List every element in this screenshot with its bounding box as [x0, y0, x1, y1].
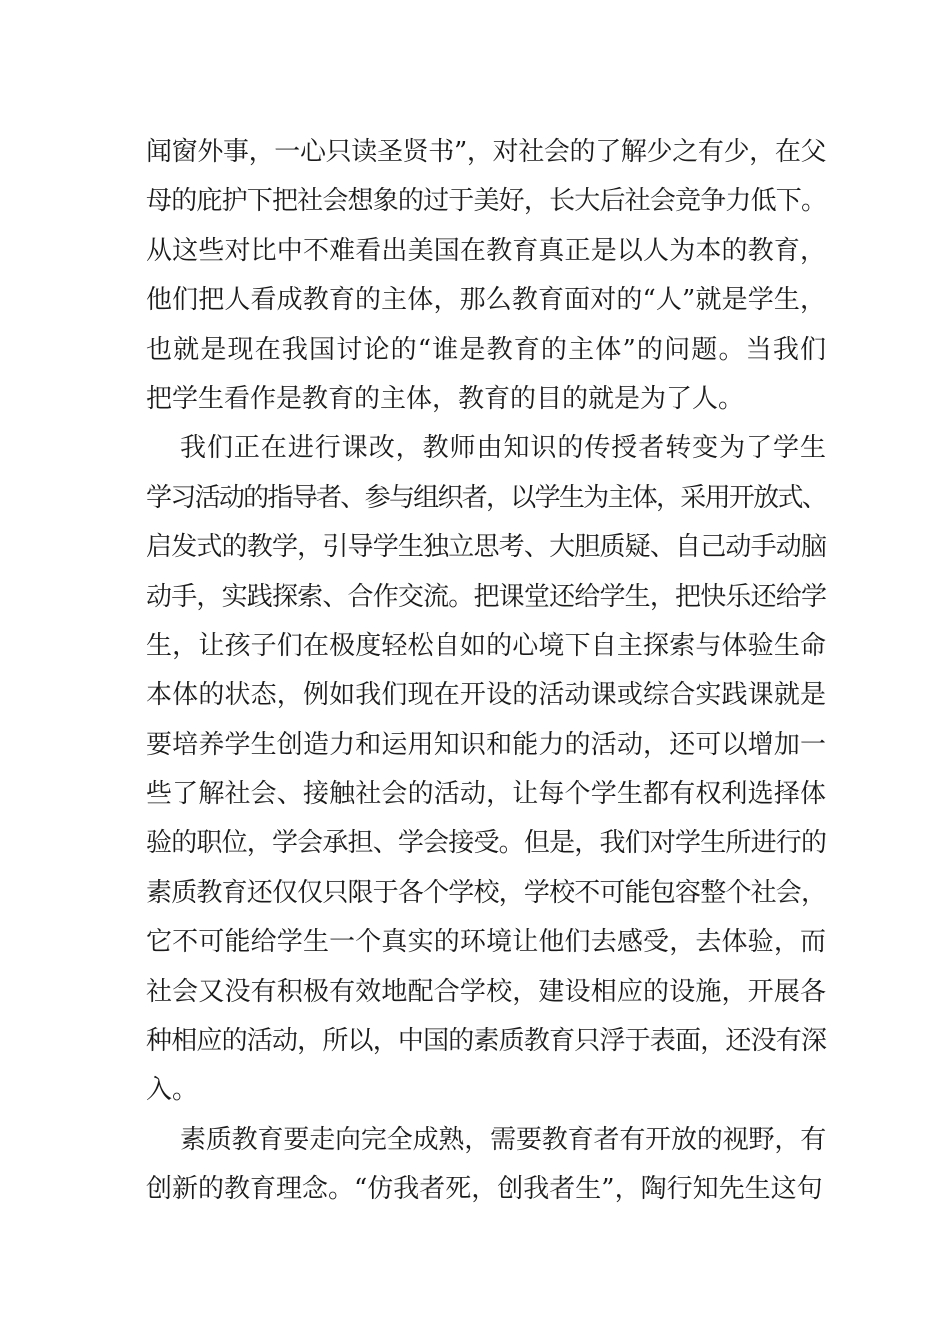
- text-line: 它不可能给学生一个真实的环境让他们去感受，去体验，而: [146, 927, 826, 958]
- text-line: 社会又没有积极有效地配合学校，建设相应的设施，开展各: [146, 976, 826, 1007]
- text-line: 本体的状态，例如我们现在开设的活动课或综合实践课就是: [146, 680, 826, 711]
- text-line: 动手，实践探索、合作交流。把课堂还给学生，把快乐还给学: [146, 581, 826, 612]
- text-line: 母的庇护下把社会想象的过于美好，长大后社会竞争力低下。: [146, 186, 826, 217]
- text-line: 也就是现在我国讨论的“谁是教育的主体”的问题。当我们: [146, 334, 826, 365]
- text-line: 我们正在进行课改，教师由知识的传授者转变为了学生: [180, 433, 826, 464]
- paragraph: [146, 128, 826, 424]
- text-line: 学习活动的指导者、参与组织者，以学生为主体，采用开放式、: [146, 482, 826, 513]
- text-line: 种相应的活动，所以，中国的素质教育只浮于表面，还没有深: [146, 1026, 826, 1057]
- body-text: [146, 128, 826, 1215]
- text-line: 生，让孩子们在极度轻松自如的心境下自主探索与体验生命: [146, 630, 826, 661]
- text-line: 从这些对比中不难看出美国在教育真正是以人为本的教育，: [146, 235, 826, 266]
- text-line: 要培养学生创造力和运用知识和能力的活动，还可以增加一: [146, 729, 826, 760]
- text-line: 素质教育还仅仅只限于各个学校，学校不可能包容整个社会，: [146, 877, 826, 908]
- text-line: 他们把人看成教育的主体，那么教育面对的“人”就是学生，: [146, 285, 826, 316]
- paragraph: [146, 424, 826, 1115]
- text-line: 把学生看作是教育的主体，教育的目的就是为了人。: [146, 383, 745, 414]
- text-line: 入。: [146, 1075, 199, 1106]
- text-line: 闻窗外事，一心只读圣贤书”，对社会的了解少之有少，在父: [146, 137, 826, 167]
- text-line: 素质教育要走向完全成熟，需要教育者有开放的视野，有: [180, 1124, 826, 1155]
- text-line: 启发式的教学，引导学生独立思考、大胆质疑、自己动手动脑: [146, 532, 826, 563]
- text-line: 些了解社会、接触社会的活动，让每个学生都有权利选择体: [146, 779, 826, 810]
- text-line: 创新的教育理念。“仿我者死，创我者生”，陶行知先生这句: [146, 1174, 823, 1205]
- paragraph: [146, 1116, 826, 1215]
- text-line: 验的职位，学会承担、学会接受。但是，我们对学生所进行的: [146, 828, 826, 859]
